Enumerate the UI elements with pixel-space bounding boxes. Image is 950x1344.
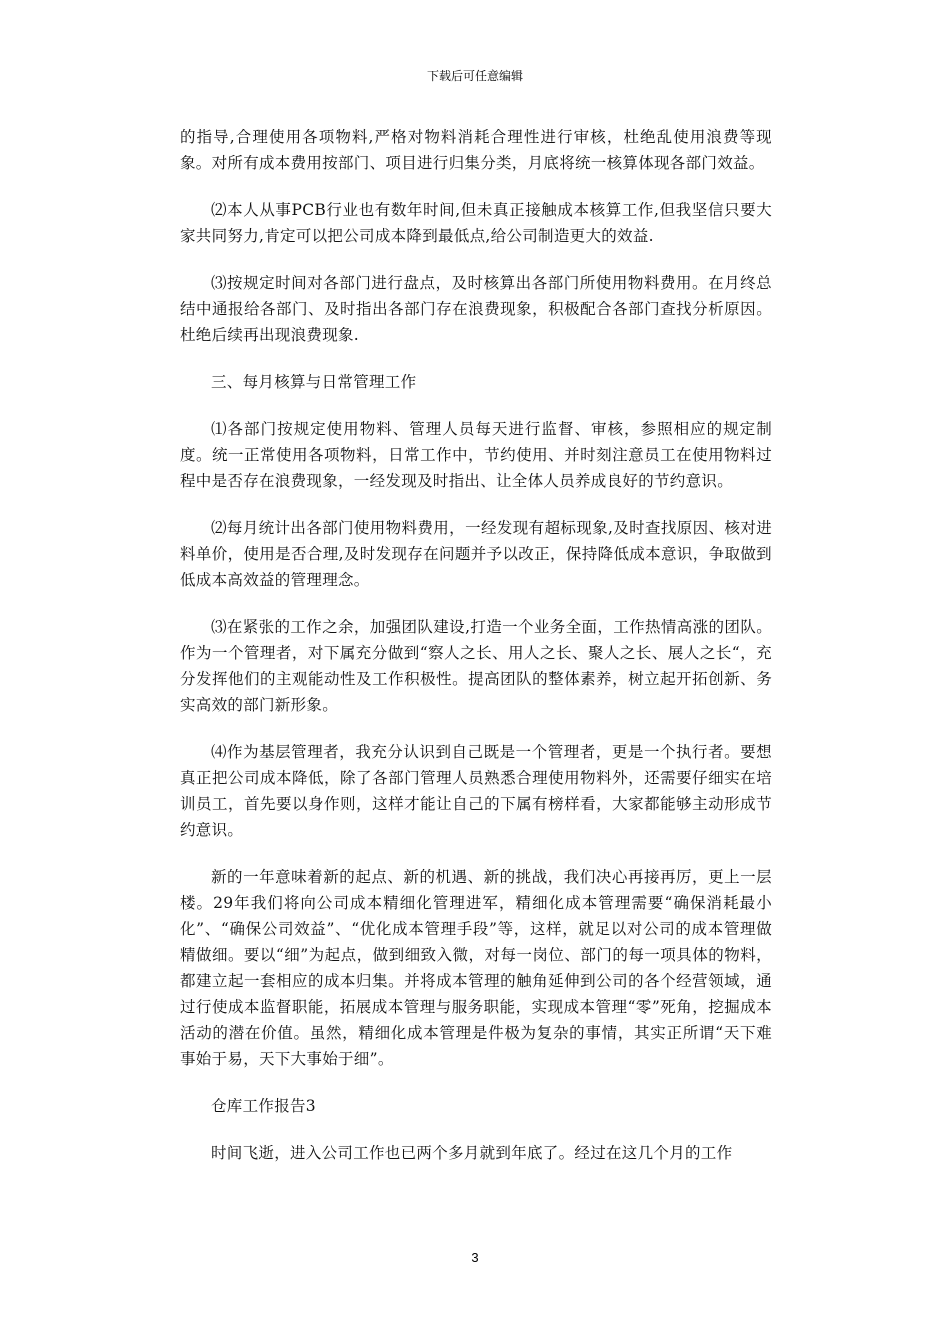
paragraph-continued: 的指导,合理使用各项物料,严格对物料消耗合理性进行审核，杜绝乱使用浪费等现象。对所有成本费用按部门、项目进行归集分类，月底将统一核算体现各部门效益。 — [180, 128, 772, 172]
paragraph-item-1: ⑴各部门按规定使用物料、管理人员每天进行监督、审核，参照相应的规定制度。统一正常使用各项物料，日常工作中，节约使用、并时刻注意员工在使用物料过程中是否存在浪费现象，一经发现及时指出、让全体人员养成良好的节约意识。 — [180, 420, 772, 490]
page-header: 下载后可任意编辑 — [426, 69, 523, 83]
section-heading: 三、每月核算与日常管理工作 — [211, 373, 417, 391]
page-number: 3 — [471, 1250, 479, 1265]
paragraph-item-3b: ⑶在紧张的工作之余，加强团队建设,打造一个业务全面，工作热情高涨的团队。作为一个管理者，对下属充分做到“察人之长、用人之长、聚人之长、展人之长“，充分发挥他们的主观能动性及工作积极性。提高团队的整体素养，树立起开拓创新、务实高效的部门新形象。 — [180, 618, 772, 714]
document-body — [180, 124, 772, 1187]
paragraph-new-year: 新的一年意味着新的起点、新的机遇、新的挑战，我们决心再接再厉，更上一层楼。29年我们将向公司成本精细化管理进军，精细化成本管理需要“确保消耗最小化”、“确保公司效益”、“优化成本管理手段”等，这样，就足以对公司的成本管理做精做细。要以“细”为起点，做到细致入微，对每一岗位、部门的每一项具体的物料，都建立起一套相应的成本归集。并将成本管理的触角延伸到公司的各个经营领域，通过行使成本监督职能，拓展成本管理与服务职能，实现成本管理“零”死角，挖掘成本活动的潜在价值。虽然，精细化成本管理是件极为复杂的事情，其实正所谓“天下难事始于易，天下大事始于细”。 — [180, 868, 772, 1068]
paragraph-item-2b: ⑵每月统计出各部门使用物料费用，一经发现有超标现象,及时查找原因、核对进料单价，使用是否合理,及时发现存在问题并予以改正，保持降低成本意识，争取做到低成本高效益的管理理念。 — [180, 519, 772, 589]
paragraph-item-4: ⑷作为基层管理者，我充分认识到自己既是一个管理者，更是一个执行者。要想真正把公司成本降低，除了各部门管理人员熟悉合理使用物料外，还需要仔细实在培训员工，首先要以身作则，这样才能让自己的下属有榜样看，大家都能够主动形成节约意识。 — [180, 743, 772, 839]
paragraph-report-intro: 时间飞逝，进入公司工作也已两个多月就到年底了。经过在这几个月的工作 — [211, 1144, 733, 1162]
paragraph-item-2: ⑵本人从事PCB行业也有数年时间,但未真正接触成本核算工作,但我坚信只要大家共同努力,肯定可以把公司成本降到最低点,给公司制造更大的效益. — [180, 201, 772, 245]
report-title: 仓库工作报告3 — [211, 1097, 316, 1115]
paragraph-item-3: ⑶按规定时间对各部门进行盘点，及时核算出各部门所使用物料费用。在月终总结中通报给各部门、及时指出各部门存在浪费现象，积极配合各部门查找分析原因。杜绝后续再出现浪费现象. — [180, 274, 772, 344]
